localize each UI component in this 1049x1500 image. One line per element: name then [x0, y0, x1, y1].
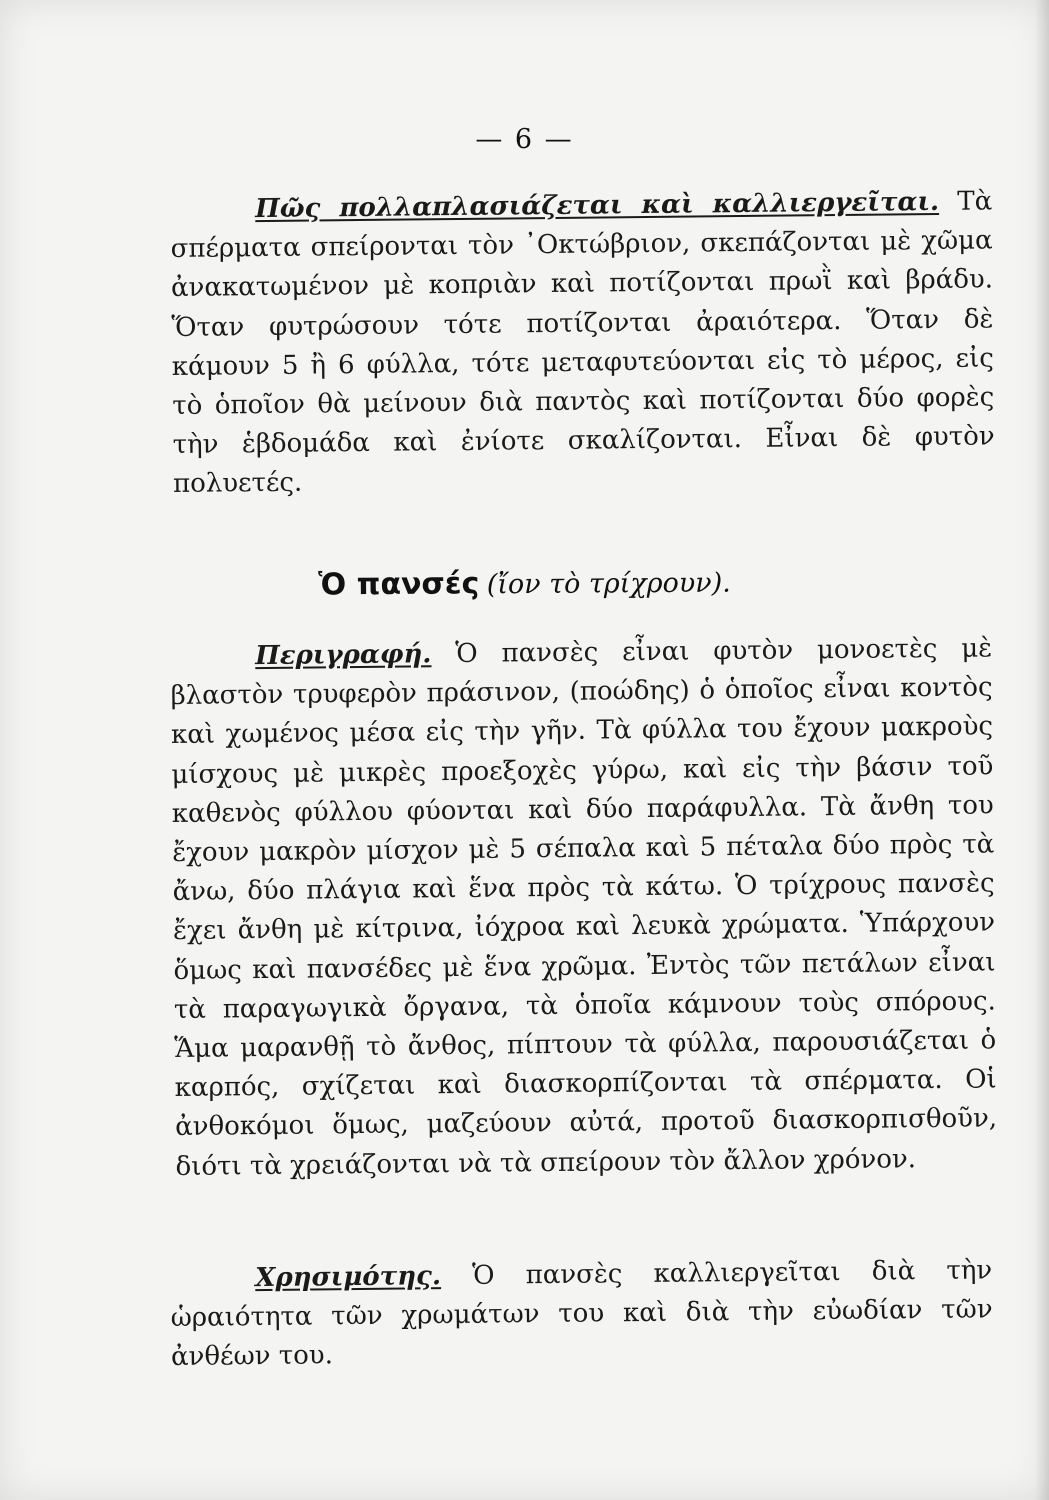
paragraph-cultivation — [170, 182, 995, 504]
paragraph-cultivation-text: Τὰ σπέρματα σπείρονται τὸν ᾿Οκτώβριον, σκεπάζονται μὲ χῶμα ἀνακατωμένον μὲ κοπριὰν καὶ ποτίζονται πρωῒ καὶ βράδυ. Ὅταν φυτρώσουν τότε ποτίζονται ἀραιότερα. Ὅταν δὲ κάμουν 5 ἢ 6 φύλλα, τότε μεταφυτεύονται εἰς τὸ μέρος, εἰς τὸ ὁποῖον θὰ μείνουν διὰ παντὸς καὶ ποτίζονται δύο φορὲς τὴν ἑβδομάδα καὶ ἐνίοτε σκαλίζονται. Εἶναι δὲ φυτὸν πολυετές. — [170, 186, 995, 500]
rubric-cultivation: Πῶς πολλαπλασιάζεται καὶ καλλιεργεῖται. — [255, 186, 940, 225]
section-title-main: Ὁ πανσές — [318, 566, 480, 603]
page-edge — [1035, 0, 1049, 1500]
paragraph-usefulness — [170, 1251, 993, 1377]
section-title-subtitle: (ἴον τὸ τρίχρουν). — [486, 567, 731, 601]
section-title — [0, 562, 1049, 604]
paragraph-usefulness-text: Ὁ πανσὲς καλλιεργεῖται διὰ τὴν ὡραιότητα τῶν χρωμάτων του καὶ διὰ τὴν εὐωδίαν τῶν ἀνθέων του. — [170, 1255, 993, 1373]
rubric-description: Περιγραφή. — [255, 639, 432, 672]
paragraph-description — [170, 629, 998, 1186]
page-number: — 6 — — [475, 124, 574, 155]
paragraph-description-text: Ὁ πανσὲς εἶναι φυτὸν μονοετὲς μὲ βλαστὸν τρυφερὸν πράσινον, (ποώδης) ὁ ὁποῖος εἶναι κοντὸς καὶ χωμένος μέσα εἰς τὴν γῆν. Τὰ φύλλα του ἔχουν μακροὺς μίσχους μὲ μικρὲς προεξοχὲς γύρω, καὶ εἰς τὴν βάσιν τοῦ καθενὸς φύλλου φύονται καὶ δύο παράφυλλα. Τὰ ἄνθη του ἔχουν μακρὸν μίσχον μὲ 5 σέπαλα καὶ 5 πέταλα δύο πρὸς τὰ ἄνω, δύο πλάγια καὶ ἕνα πρὸς τὰ κάτω. Ὁ τρίχρους πανσὲς ἔχει ἄνθη μὲ κίτρινα, ἰόχροα καὶ λευκὰ χρώματα. Ὑπάρχουν ὅμως καὶ πανσέδες μὲ ἕνα χρῶμα. Ἐντὸς τῶν πετάλων εἶναι τὰ παραγωγικὰ ὄργανα, τὰ ὁποῖα κάμνουν τοὺς σπόρους. Ἅμα μαρανθῇ τὸ ἄνθος, πίπτουν τὰ φύλλα, παρουσιάζεται ὁ καρπός, σχίζεται καὶ διασκορπίζονται τὰ σπέρματα. Οἱ ἀνθοκόμοι ὅμως, μαζεύουν αὐτά, προτοῦ διασκορπισθοῦν, διότι τὰ χρειάζονται νὰ τὰ σπείρουν τὸν ἄλλον χρόνον. — [170, 633, 998, 1182]
rubric-usefulness: Χρησιμότης. — [255, 1261, 442, 1294]
